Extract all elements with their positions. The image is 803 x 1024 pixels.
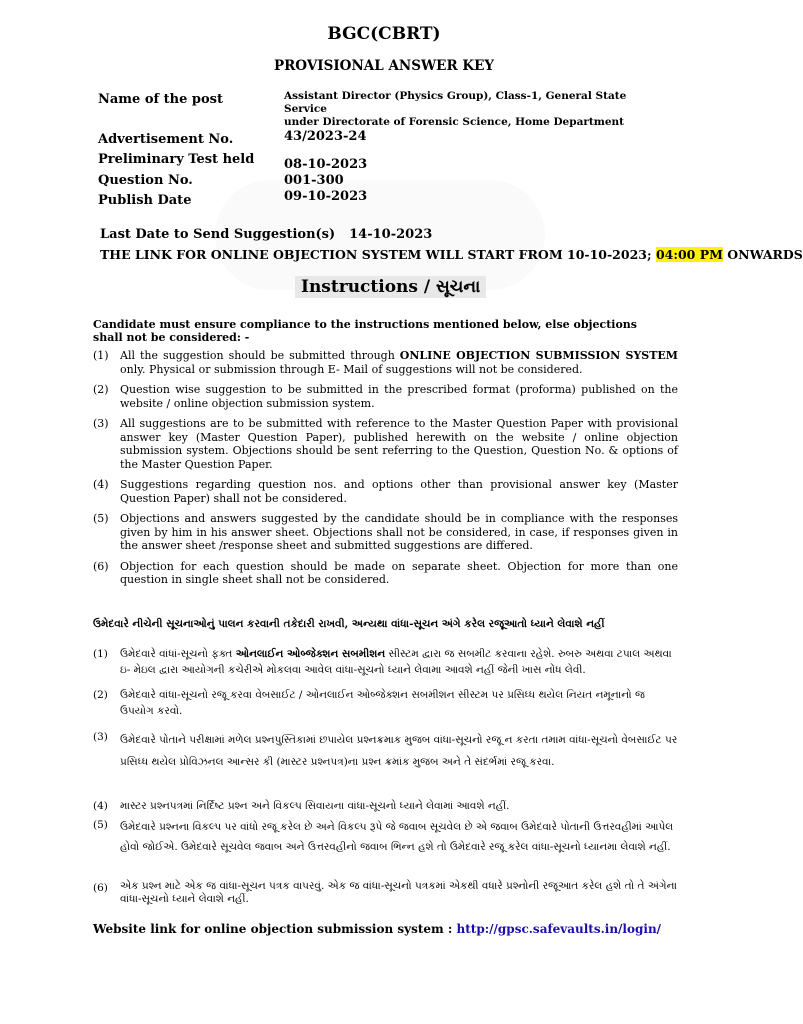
instructions-heading: Instructions / સૂચના bbox=[295, 276, 486, 298]
website-line bbox=[93, 922, 661, 936]
item-text: Objections and answers suggested by the candidate should be in compliance with the responses given by him in his answer sheet. Objections shall not be considered, in case, if responses given in the answer sheet /response sheet and submitted suggestions are differed. bbox=[120, 512, 678, 552]
item-number: (2) bbox=[93, 689, 108, 701]
item-text: ઉમેદવારે પોતાને પરીક્ષામાં મળેલ પ્રશ્નપુસ્તિકામાં છપાયેલ પ્રશ્નક્રમાક મુજબ વાંધા-સૂચનો રજૂ ન કરતા તમામ વાંધા-સૂચનો વેબસાઈટ પર પ્રસિધ્ધ થયેલ પ્રોવિઝનલ આન્સર કી (માસ્ટર પ્રશ્નપત્ર)ના પ્રશ્ન ક્રમાંક મુજબ અને તે સંદર્ભમાં રજૂ કરવા. bbox=[120, 734, 678, 768]
link-start-notice bbox=[100, 247, 803, 262]
item-number: (6) bbox=[93, 882, 108, 894]
item-number: (3) bbox=[93, 417, 109, 430]
advt-value: 43/2023-24 bbox=[284, 129, 367, 144]
item-number: (4) bbox=[93, 478, 109, 491]
item-number: (1) bbox=[93, 648, 108, 660]
publish-value: 09-10-2023 bbox=[284, 189, 368, 204]
item-text: ઉમેદવારે વાંધા-સૂચનો રજૂ કરવા વેબસાઈટ / ઓનલાઈન ઓબ્જેક્શન સબમીશન સીસ્ટમ પર પ્રસિધ્ધ થયેલ નિયત નમૂનાનો જ ઉપયોગ કરવો. bbox=[120, 689, 645, 717]
prelim-label: Preliminary Test held bbox=[98, 152, 255, 167]
link-notice-text: THE LINK FOR ONLINE OBJECTION SYSTEM WILL START FROM 10-10-2023; bbox=[100, 247, 656, 262]
gujarati-heading: ઉમેદવારે નીચેની સૂચનાઓનું પાલન કરવાની તકેદારી રાખવી, અન્યથા વાંધા-સૂચન અંગે કરેલ રજૂઆતો ધ્યાને લેવાશે નહીં bbox=[93, 618, 605, 630]
post-line-1: Assistant Director (Physics Group), Class-1, General State Service bbox=[284, 90, 627, 115]
bold-term: ONLINE OBJECTION SUBMISSION SYSTEM bbox=[399, 349, 678, 362]
list-item bbox=[93, 880, 678, 906]
item-number: (1) bbox=[93, 349, 109, 362]
item-text: માસ્ટર પ્રશ્નપત્રમાં નિર્દિષ્ટ પ્રશ્ન અને વિકલ્પ સિવાયના વાંધા-સૂચનો ધ્યાને લેવામાં આવશે નહીં. bbox=[120, 800, 510, 812]
question-label: Question No. bbox=[98, 173, 193, 188]
item-number: (4) bbox=[93, 800, 108, 812]
last-date-line bbox=[100, 227, 432, 242]
item-number: (3) bbox=[93, 731, 108, 743]
item-text: Question wise suggestion to be submitted in the prescribed format (proforma) published on the website / online objection submission system. bbox=[120, 383, 678, 410]
publish-label: Publish Date bbox=[98, 193, 192, 208]
item-number: (5) bbox=[93, 819, 108, 831]
item-text: All suggestions are to be submitted with reference to the Master Question Paper with provisional answer key (Master Question Paper), published herewith on the website / online objection submission system. Objections should be sent referring to the Question, Question No. & options of the Master Question Paper. bbox=[120, 417, 678, 471]
item-number: (2) bbox=[93, 383, 109, 396]
link-notice-suffix: ONWARDS bbox=[722, 247, 803, 262]
bold-term: ઓનલાઈન ઓબ્જેક્શન સબમીશન bbox=[235, 648, 386, 660]
list-item bbox=[93, 383, 678, 410]
list-item bbox=[93, 417, 678, 471]
post-value bbox=[284, 90, 664, 129]
item-text: ઉમેદવારે પ્રશ્નના વિકલ્પ પર વાંધો રજૂ કરેલ છે અને વિકલ્પ રૂપે જે જવાબ સૂચવેલ છે એ જવાબ ઉમેદવારે પોતાની ઉત્તરવહીમાં આપેલ હોવો જોઈએ. ઉમેદવારે સૂચવેલ જવાબ અને ઉત્તરવહીનો જવાબ ભિન્ન હશે તો ઉમેદવારે રજૂ કરેલ વાંધા-સૂચનો ધ્યાનમા લેવાશે નહીં. bbox=[120, 821, 674, 853]
last-date-value: 14-10-2023 bbox=[349, 227, 433, 242]
list-item bbox=[93, 729, 678, 773]
last-date-label: Last Date to Send Suggestion(s) bbox=[100, 227, 336, 242]
item-number: (6) bbox=[93, 559, 109, 573]
document-subtitle: PROVISIONAL ANSWER KEY bbox=[273, 58, 495, 74]
website-label: Website link for online objection submission system : bbox=[93, 922, 457, 936]
post-line-2: under Directorate of Forensic Science, Home Department bbox=[284, 116, 625, 128]
question-value: 001-300 bbox=[284, 173, 344, 188]
highlighted-time: 04:00 PM bbox=[655, 247, 723, 262]
prelim-value: 08-10-2023 bbox=[284, 157, 368, 172]
list-item bbox=[93, 349, 678, 376]
item-text: ઉમેદવારે વાંધાં-સૂચનો ફક્ત ઓનલાઈન ઓબ્જેક્શન સબમીશન સીસ્ટમ દ્વારા જ સબમીટ કરવાના રહેશે. રુબરુ અથવા ટપાલ અથવા ઇ- મેઇલ દ્વારા આયોગની કચેરીએ મોકલવા આવેલ વાંધા-સૂચનો ધ્યાને લેવામા આવશે નહીં જેની ખાસ નોંધ લેવી. bbox=[120, 648, 672, 676]
item-text: Objection for each question should be made on separate sheet. Objection for more than one question in single sheet shall not be considered. bbox=[120, 559, 678, 586]
item-text: Suggestions regarding question nos. and options other than provisional answer key (Master Question Paper) shall not be considered. bbox=[120, 478, 678, 505]
list-item bbox=[93, 817, 678, 857]
item-number: (5) bbox=[93, 512, 109, 525]
list-item bbox=[93, 478, 678, 505]
list-item bbox=[93, 512, 678, 553]
item-text: એક પ્રશ્ન માટે એક જ વાંધા-સૂચન પત્રક વાપરવું. એક જ વાંધા-સૂચનો પત્રકમાં એકથી વધારે પ્રશ્નોની રજૂઆત કરેલ હશે તો તે અંગેના વાંધા-સૂચનો ધ્યાને લેવાશે નહીં. bbox=[120, 880, 677, 905]
list-item bbox=[93, 646, 678, 678]
english-intro: Candidate must ensure compliance to the instructions mentioned below, else objections shall not be considered: - bbox=[93, 318, 637, 344]
item-text: All the suggestion should be submitted through ONLINE OBJECTION SUBMISSION SYSTEM only. Physical or submission through E- Mail of suggestions will not be considered. bbox=[120, 349, 678, 376]
document-title: BGC(CBRT) bbox=[327, 24, 441, 44]
list-item bbox=[93, 560, 678, 587]
website-link[interactable]: http://gpsc.safevaults.in/login/ bbox=[456, 922, 662, 936]
list-item bbox=[93, 687, 678, 719]
advt-label: Advertisement No. bbox=[98, 132, 234, 147]
list-item bbox=[93, 798, 678, 814]
english-instructions bbox=[93, 349, 678, 594]
post-label: Name of the post bbox=[98, 92, 223, 107]
